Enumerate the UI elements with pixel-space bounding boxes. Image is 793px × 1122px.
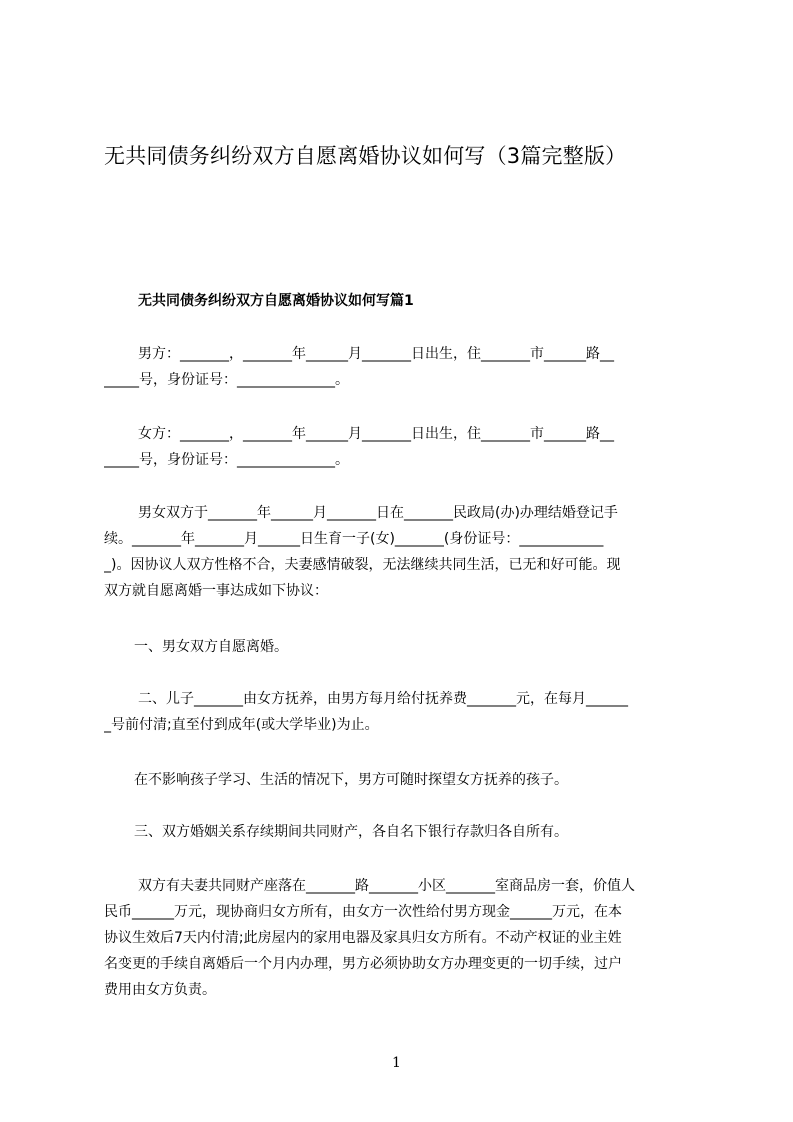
paragraph-line: _____号，身份证号：______________。 — [104, 452, 349, 468]
paragraph-clause-one — [104, 634, 710, 660]
paragraph-line: 在不影响孩子学习、生活的情况下，男方可随时探望女方抚养的孩子。 — [134, 772, 568, 788]
paragraph-line: 三、双方婚姻关系存续期间共同财产，各自名下银行存款归各自所有。 — [134, 824, 568, 840]
paragraph-line: 女方：_______，_______年______月_______日出生，住_______市______路__ — [138, 426, 614, 442]
paragraph-line: 二、儿子_______由女方抚养，由男方每月给付抚养费_______元，在每月______ — [138, 691, 628, 707]
paragraph-line: 双方有夫妻共同财产座落在_______路_______小区_______室商品房一套，价值人 — [138, 878, 635, 894]
paragraph-wife-info — [104, 421, 710, 473]
document-title: 无共同债务纠纷双方自愿离婚协议如何写（3篇完整版） — [104, 144, 627, 168]
paragraph-visitation — [104, 767, 710, 793]
paragraph-line: _)。因协议人双方性格不合，夫妻感情破裂，无法继续共同生活，已无和好可能。现 — [104, 557, 621, 573]
paragraph-property — [104, 873, 710, 1003]
paragraph-line: 费用由女方负责。 — [104, 982, 216, 998]
paragraph-husband-info — [104, 341, 710, 393]
paragraph-line: 续。_______年_______月______日生育一子(女)_______(身份证号：____________ — [104, 531, 604, 547]
paragraph-line: 男方：_______，_______年______月_______日出生，住_______市______路__ — [138, 346, 614, 362]
paragraph-line: 民币______万元，现协商归女方所有，由女方一次性给付男方现金______万元，在本 — [104, 904, 622, 920]
paragraph-line: _号前付清;直至付到成年(或大学毕业)为止。 — [104, 717, 379, 733]
paragraph-marriage-registration — [104, 500, 710, 604]
paragraph-clause-three — [104, 819, 710, 845]
paragraph-line: 名变更的手续自离婚后一个月内办理，男方必须协助女方办理变更的一切手续，过户 — [104, 956, 622, 972]
paragraph-line: _____号，身份证号：______________。 — [104, 372, 349, 388]
paragraph-line: 双方就自愿离婚一事达成如下协议： — [104, 583, 328, 599]
paragraph-line: 一、男女双方自愿离婚。 — [134, 639, 288, 655]
paragraph-clause-two — [104, 686, 710, 738]
paragraph-line: 协议生效后7天内付清;此房屋内的家用电器及家具归女方所有。不动产权证的业主姓 — [104, 930, 622, 946]
page-number: 1 — [392, 1055, 401, 1071]
paragraph-line: 男女双方于_______年______月_______日在_______民政局(办)办理结婚登记手 — [138, 505, 618, 521]
section-heading: 无共同债务纠纷双方自愿离婚协议如何写篇1 — [138, 293, 414, 309]
